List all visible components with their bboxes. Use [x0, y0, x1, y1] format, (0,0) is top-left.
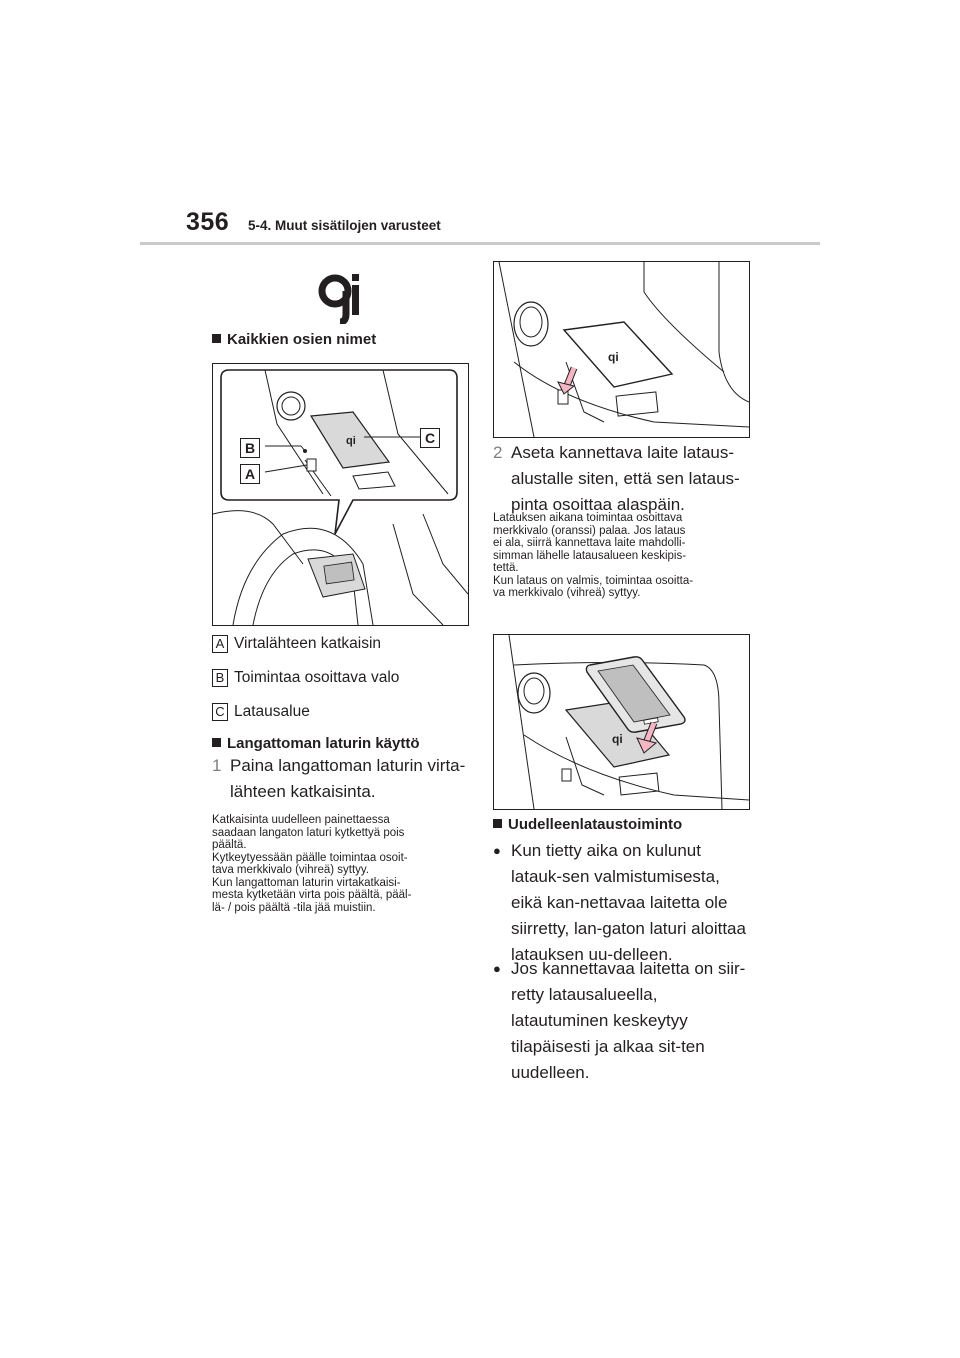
section-title: 5-4. Muut sisätilojen varusteet	[248, 218, 441, 233]
legend-item-a	[212, 635, 381, 653]
heading-usage-text: Langattoman laturin käyttö	[227, 735, 420, 752]
callout-c: C	[420, 428, 440, 448]
heading-part-names-text: Kaikkien osien nimet	[227, 331, 377, 348]
bullet-dot-icon: ●	[493, 961, 501, 976]
header-rule	[140, 242, 820, 245]
bullet-text: Jos kannettavaa laitetta on siir-retty latausalueella, latautuminen keskeytyy tilapäisesti ja alkaa sit-ten uudelleen.	[511, 959, 746, 1082]
note-charging: Latauksen aikana toimintaa osoittava merkkivalo (oranssi) palaa. Jos lataus ei ala, siirrä kannettava laite mahdolli- simman lähelle latausalueen keskipis- tettä. Kun lataus on valmis, toimintaa osoitta- va merkkivalo (vihreä) syttyy.	[493, 512, 694, 599]
legend-item-c	[212, 703, 310, 721]
power-switch-icon	[307, 459, 316, 471]
note-switch: Katkaisinta uudelleen painettaessa saadaan langaton laturi kytkettyä pois päältä. Kytkeytyessään päälle toimintaa osoit- tava merkkivalo (vihreä) syttyy. Kun langattoman laturin virtakatkaisi- mesta kytketään virta pois päältä, pääl- lä- / pois päältä -tila jää muistiin.	[212, 814, 412, 914]
legend-text-b: Toimintaa osoittava valo	[234, 669, 400, 686]
legend-letter-a: A	[212, 635, 228, 653]
heading-usage	[212, 735, 420, 752]
figure-power-switch	[493, 261, 750, 438]
legend-text-a: Virtalähteen katkaisin	[234, 635, 382, 652]
callout-b: B	[240, 438, 260, 458]
step-1-text: Paina langattoman laturin virta-lähteen katkaisinta.	[230, 756, 466, 801]
step-2-number: 2	[493, 443, 503, 462]
legend-item-b	[212, 669, 399, 687]
bullet-item	[493, 838, 755, 968]
step-2-text: Aseta kannettava laite lataus-alustalle siten, että sen lataus-pinta osoittaa alaspäin.	[511, 443, 740, 514]
heading-square-icon	[212, 334, 221, 343]
heading-part-names	[212, 331, 376, 348]
step-1	[212, 753, 470, 805]
callout-a: A	[240, 464, 260, 484]
page-number: 356	[186, 208, 230, 236]
heading-recharge-text: Uudelleenlataustoiminto	[508, 816, 683, 833]
bullet-text: Kun tietty aika on kulunut latauk-sen valmistumisesta, eikä kan-nettavaa laitetta ole siirretty, lan-gaton laturi aloittaa latauksen uu-delleen.	[511, 841, 746, 964]
svg-text:qi: qi	[612, 732, 623, 746]
figure-part-names	[212, 363, 469, 626]
bullet-dot-icon: ●	[493, 843, 501, 858]
bullet-item	[493, 956, 755, 1086]
heading-square-icon	[212, 738, 221, 747]
svg-text:qi: qi	[608, 350, 619, 364]
legend-text-c: Latausalue	[234, 703, 310, 720]
svg-text:qi: qi	[346, 435, 356, 447]
figure-phone-placement	[493, 634, 750, 810]
step-1-number: 1	[212, 756, 222, 775]
heading-square-icon	[493, 819, 502, 828]
heading-recharge	[493, 816, 682, 833]
power-switch-icon	[562, 769, 571, 781]
legend-letter-c: C	[212, 703, 228, 721]
qi-logo-icon	[316, 270, 362, 324]
step-2	[493, 440, 748, 518]
legend-letter-b: B	[212, 669, 228, 687]
